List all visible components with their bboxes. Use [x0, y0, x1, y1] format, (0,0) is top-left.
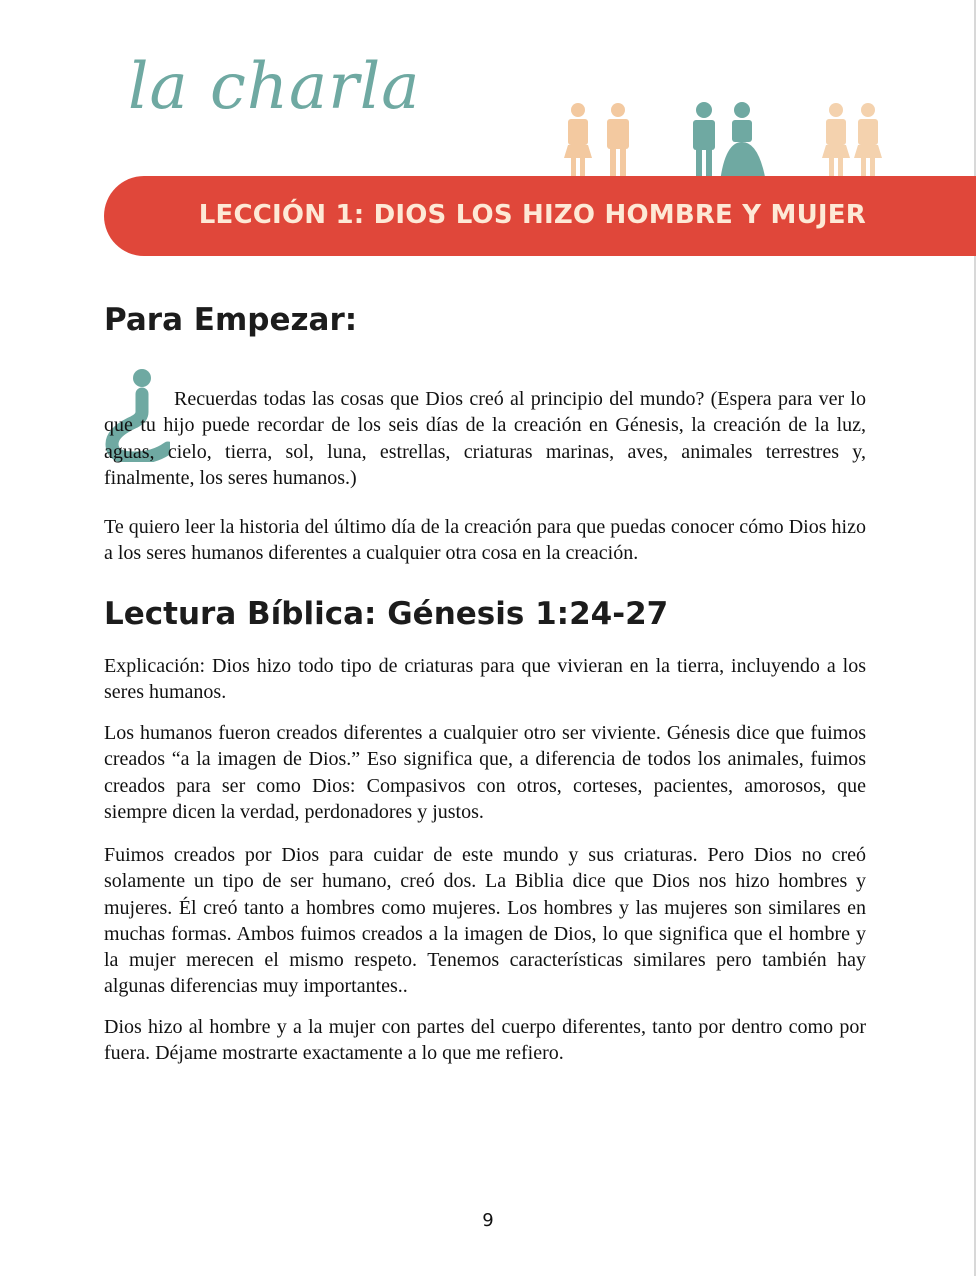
- section-heading-intro: Para Empezar:: [104, 302, 358, 338]
- figure-pair-peach-icon: [822, 103, 882, 180]
- reading-paragraph-3: Fuimos creados por Dios para cuidar de este mundo y sus criaturas. Pero Dios no creó solamente un tipo de ser humano, creó dos. La Biblia dice que Dios nos hizo hombres y mujeres. Él creó tanto a hombres como mujeres. Los hombres y las mujeres son similares en muchas formas. Ambos fuimos creados a la imagen de Dios, lo que significa que el hombre y la mujer merecen el mismo respeto. Tenemos características similares pero también hay algunas diferencias muy importantes..: [104, 844, 866, 998]
- reading-paragraph-1: Explicación: Dios hizo todo tipo de criaturas para que vivieran en la tierra, incluyendo a los seres humanos.: [104, 655, 866, 704]
- figure-pair-teal-icon: [693, 102, 766, 182]
- reading-paragraph-4: Dios hizo al hombre y a la mujer con partes del cuerpo diferentes, tanto por dentro como por fuera. Déjame mostrarte exactamente a lo que me refiero.: [104, 1016, 866, 1065]
- lesson-banner: [104, 176, 976, 256]
- page-number: 9: [482, 1210, 494, 1231]
- figure-pair-orange-icon: [564, 103, 629, 180]
- section-heading-reading: Lectura Bíblica: Génesis 1:24-27: [104, 596, 669, 632]
- reading-paragraph-2: Los humanos fueron creados diferentes a cualquier otro ser viviente. Génesis dice que fuimos creados “a la imagen de Dios.” Eso significa que, a diferencia de todos los animales, fuimos creados para ser como Dios: Compasivos con otros, corteses, pacientes, amorosos, que siempre dicen la verdad, perdonadores y justos.: [104, 722, 866, 823]
- intro-paragraph-1: Recuerdas todas las cosas que Dios creó al principio del mundo? (Espera para ver lo que tu hijo puede recordar de los seis días de la creación en Génesis, la creación de la luz, aguas, cielo, tierra, sol, luna, estrellas, criaturas marinas, aves, animales terrestres y, finalmente, los seres humanos.): [104, 388, 866, 489]
- logo-la-charla: la charla: [128, 50, 421, 124]
- figures-illustration: [560, 96, 900, 182]
- intro-paragraph-2: Te quiero leer la historia del último día de la creación para que puedas conocer cómo Dios hizo a los seres humanos diferentes a cualquier otra cosa en la creación.: [104, 516, 866, 565]
- lesson-title: LECCIÓN 1: DIOS LOS HIZO HOMBRE Y MUJER: [198, 200, 866, 230]
